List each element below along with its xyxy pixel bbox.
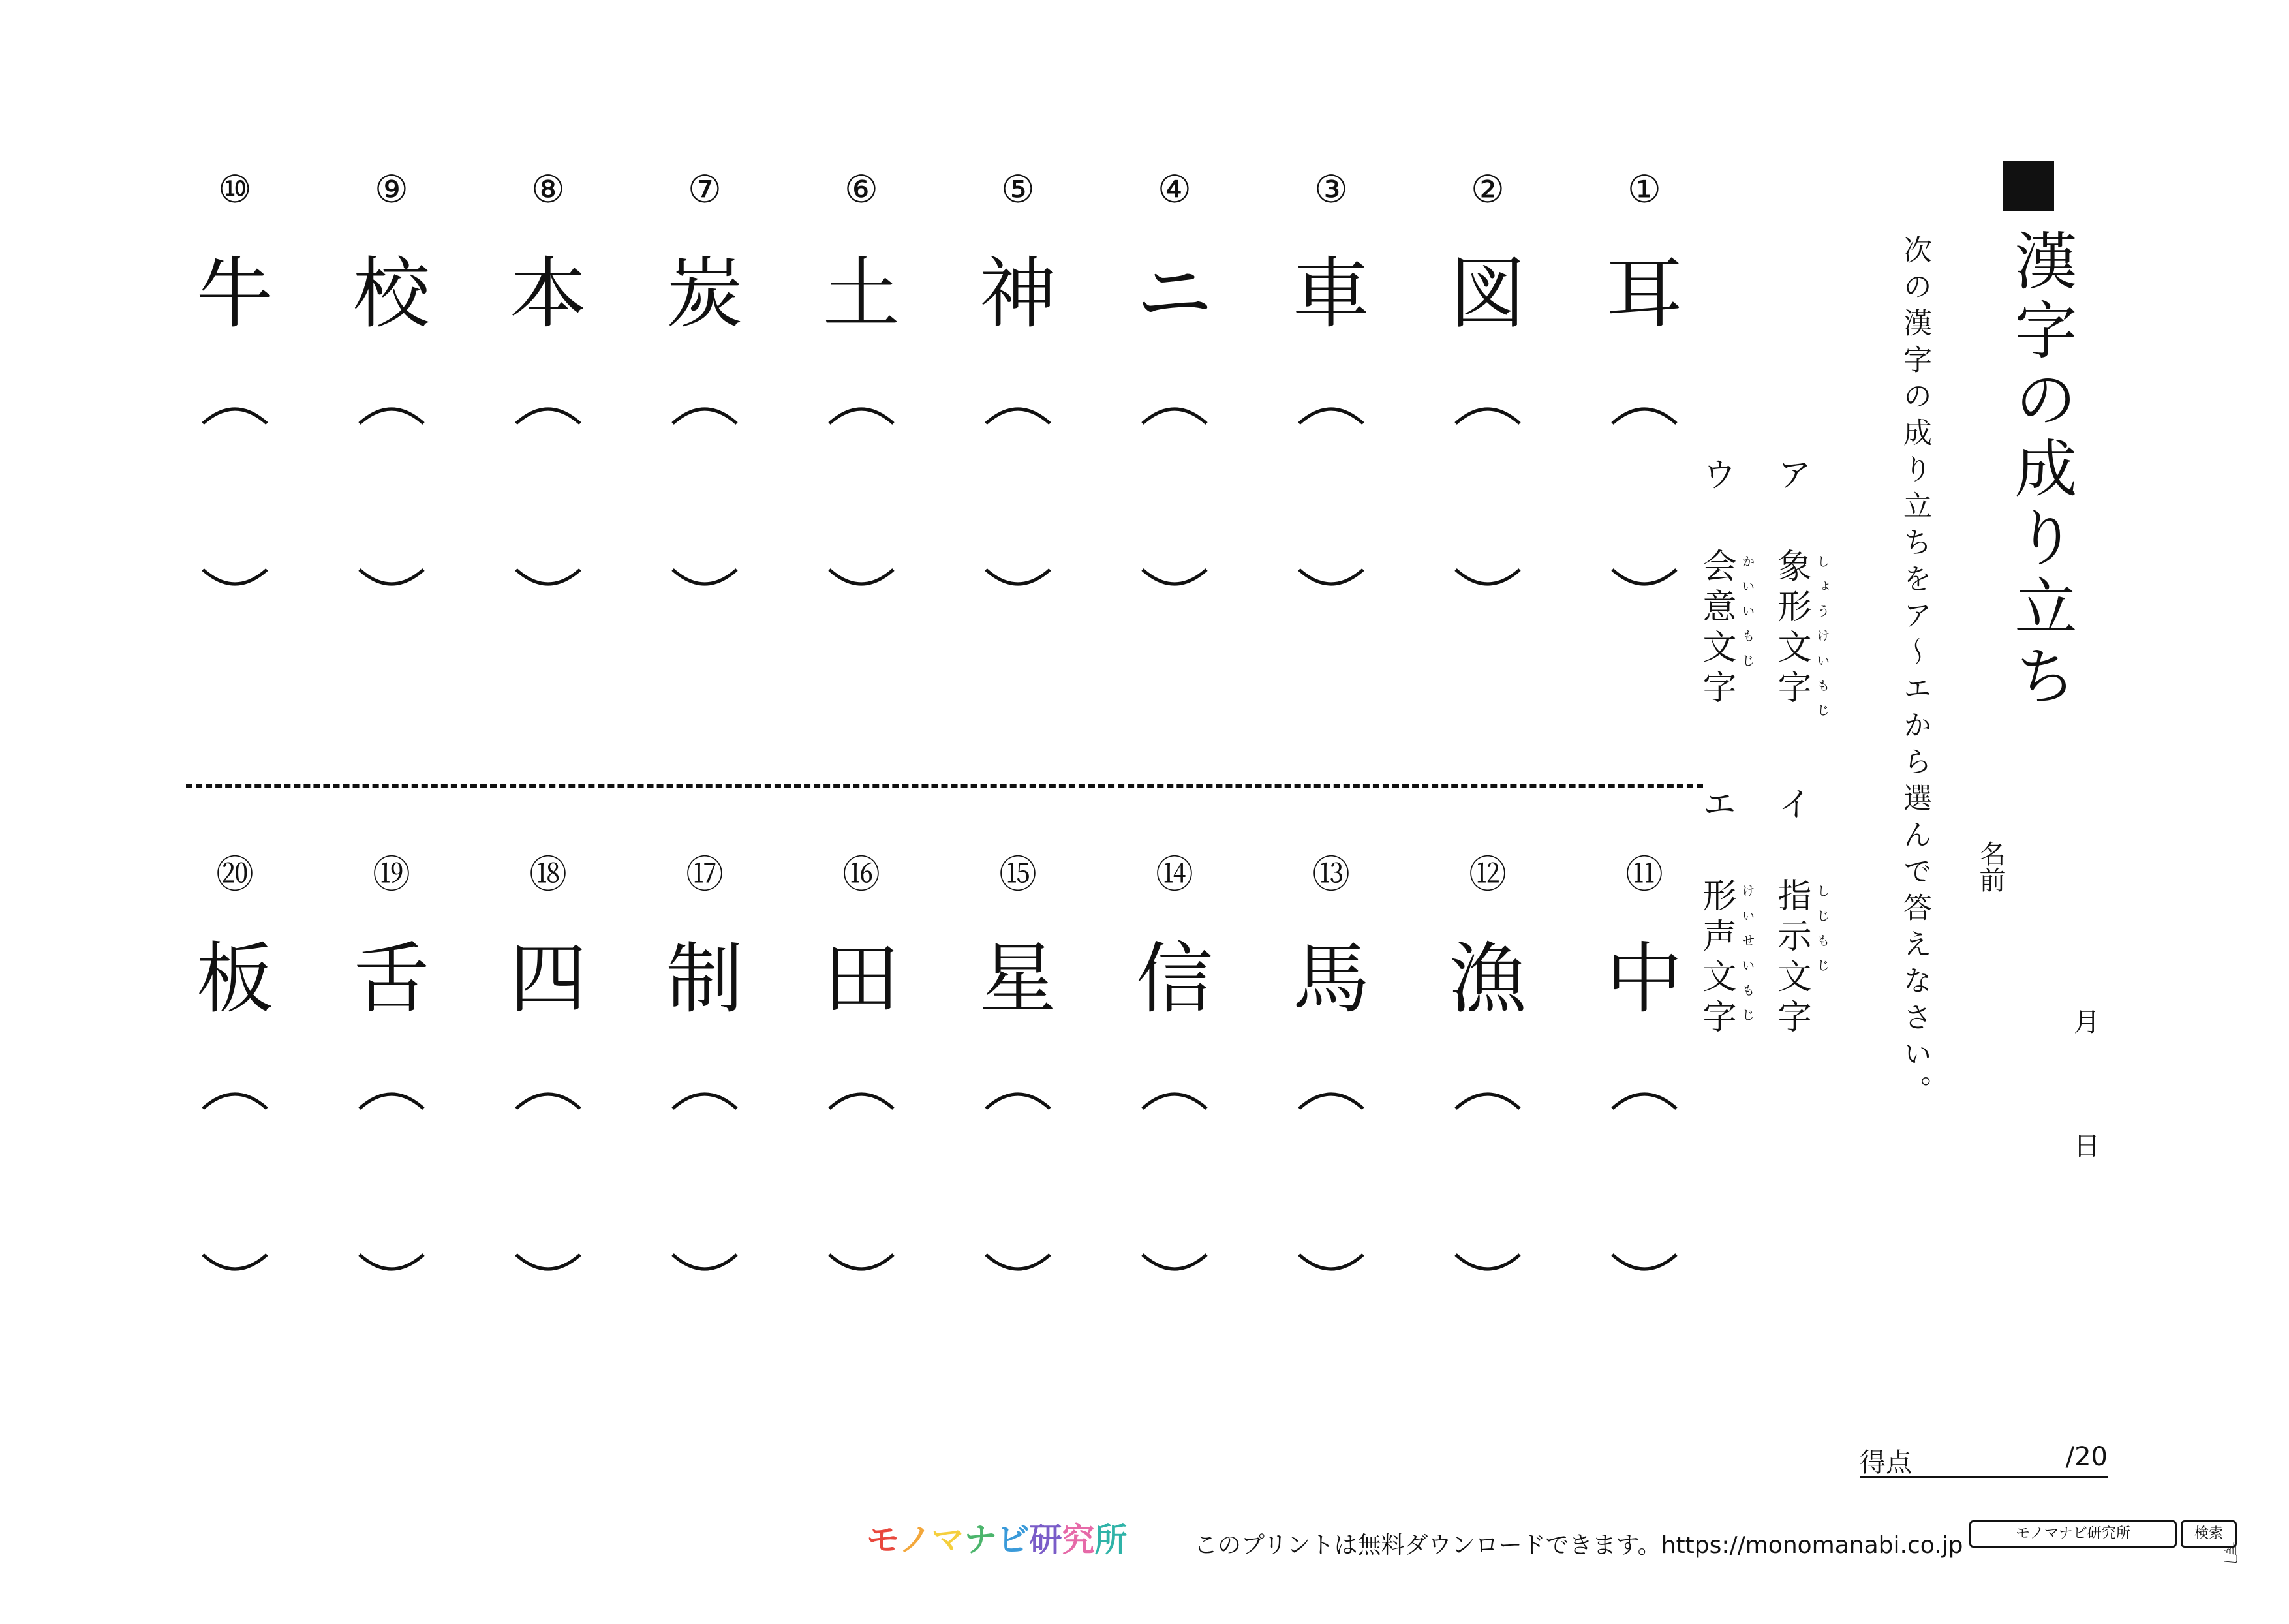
question-kanji: 土 (822, 249, 900, 339)
score-label: 得点 (1860, 1448, 1912, 1478)
question-item (1113, 851, 1237, 1282)
bracket-close-icon (982, 566, 1054, 592)
question-number: ⑱ (529, 852, 567, 896)
answer-field[interactable] (799, 401, 923, 597)
question-kanji: 田 (822, 934, 900, 1024)
bracket-open-icon (669, 1086, 741, 1112)
question-item (1113, 166, 1237, 597)
question-item (643, 851, 767, 1282)
question-kanji: 板 (196, 934, 273, 1024)
question-number: ⑪ (1625, 852, 1663, 896)
answer-field[interactable] (799, 1086, 923, 1282)
logo-letter: 究 (1062, 1521, 1095, 1559)
question-item (956, 851, 1080, 1282)
question-kanji: 神 (979, 249, 1056, 339)
bracket-close-icon (982, 1251, 1054, 1277)
answer-field[interactable] (643, 401, 767, 597)
option-term: 形声文字 (1697, 878, 1736, 1039)
bracket-close-icon (825, 1251, 897, 1277)
bracket-close-icon (1608, 566, 1680, 592)
option-reading: しじもじ (1815, 884, 1830, 983)
question-kanji: 炭 (666, 249, 743, 339)
bracket-open-icon (199, 1086, 271, 1112)
bracket-open-icon (1295, 401, 1367, 427)
section-divider (186, 784, 1703, 788)
bracket-open-icon (669, 401, 741, 427)
question-number: ④ (1158, 167, 1191, 211)
question-kanji: 本 (509, 249, 587, 339)
answer-field[interactable] (1269, 1086, 1393, 1282)
search-button[interactable]: 検索 (2181, 1520, 2237, 1548)
answer-field[interactable] (486, 1086, 610, 1282)
question-item (1269, 166, 1393, 597)
question-item (173, 166, 297, 597)
answer-field[interactable] (330, 1086, 453, 1282)
score-field[interactable] (1860, 1442, 2108, 1478)
footer-text: このプリントは無料ダウンロードできます。https://monomanabi.co.jp (1194, 1532, 1963, 1559)
question-kanji: 耳 (1605, 249, 1683, 339)
question-number: ⑰ (685, 852, 724, 896)
name-label: 名前 (1975, 840, 2005, 893)
bracket-open-icon (982, 1086, 1054, 1112)
answer-field[interactable] (330, 401, 453, 597)
question-item (486, 851, 610, 1282)
question-item (486, 166, 610, 597)
question-number: ⑫ (1468, 852, 1507, 896)
question-kanji: 図 (1449, 249, 1526, 339)
question-kanji: 牛 (196, 249, 273, 339)
question-number: ② (1471, 167, 1505, 211)
bracket-close-icon (356, 566, 427, 592)
bracket-open-icon (1608, 401, 1680, 427)
brand-logo (867, 1514, 1128, 1561)
question-item (330, 166, 453, 597)
bracket-open-icon (1452, 1086, 1524, 1112)
bracket-close-icon (1295, 566, 1367, 592)
bracket-open-icon (512, 401, 584, 427)
score-total: /20 (2065, 1442, 2108, 1472)
bracket-close-icon (199, 566, 271, 592)
answer-field[interactable] (486, 401, 610, 597)
question-item (1582, 166, 1706, 597)
logo-letter: 所 (1094, 1521, 1128, 1559)
answer-field[interactable] (643, 1086, 767, 1282)
question-item (330, 851, 453, 1282)
logo-letter: 研 (1029, 1521, 1062, 1559)
question-kanji: 中 (1605, 934, 1683, 1024)
question-item (799, 851, 923, 1282)
question-number: ⑭ (1155, 852, 1193, 896)
bracket-open-icon (1295, 1086, 1367, 1112)
question-item (1582, 851, 1706, 1282)
question-kanji: 舌 (352, 934, 430, 1024)
question-kanji: 漁 (1449, 934, 1526, 1024)
option-reading: しょうけいもじ (1815, 555, 1830, 728)
bracket-close-icon (1139, 1251, 1210, 1277)
bracket-close-icon (512, 1251, 584, 1277)
logo-letter: モ (867, 1521, 899, 1559)
answer-field[interactable] (173, 401, 297, 597)
month-label: 月 (2074, 1007, 2100, 1037)
option-reading: かいいもじ (1740, 555, 1755, 679)
question-number: ⑤ (1001, 167, 1035, 211)
question-item (799, 166, 923, 597)
question-kanji: 信 (1135, 934, 1213, 1024)
bracket-close-icon (1452, 1251, 1524, 1277)
question-item (643, 166, 767, 597)
question-item (1269, 851, 1393, 1282)
bracket-open-icon (825, 1086, 897, 1112)
option-item (1697, 786, 1755, 1039)
question-number: ⑨ (375, 167, 408, 211)
option-letter: ウ (1697, 457, 1736, 497)
bracket-open-icon (356, 1086, 427, 1112)
bracket-close-icon (1139, 566, 1210, 592)
answer-field[interactable] (1426, 1086, 1550, 1282)
question-kanji: 車 (1292, 249, 1370, 339)
logo-letter: マ (931, 1521, 964, 1559)
question-number: ① (1627, 167, 1661, 211)
bracket-open-icon (1452, 401, 1524, 427)
bracket-close-icon (1608, 1251, 1680, 1277)
bracket-close-icon (356, 1251, 427, 1277)
question-kanji: 校 (352, 249, 430, 339)
instruction-text: 次の漢字の成り立ちをア～エから選んで答えなさい。 (1898, 235, 1931, 1112)
question-number: ⑳ (215, 852, 254, 896)
day-label: 日 (2074, 1131, 2100, 1161)
question-number: ⑮ (998, 852, 1037, 896)
question-number: ⑩ (218, 167, 252, 211)
question-kanji: 四 (509, 934, 587, 1024)
question-kanji: 制 (666, 934, 743, 1024)
option-item (1772, 786, 1830, 1039)
pointer-icon: ☝ (2222, 1537, 2239, 1570)
bracket-open-icon (1139, 401, 1210, 427)
question-item (1426, 166, 1550, 597)
bracket-close-icon (669, 1251, 741, 1277)
option-letter: ア (1772, 457, 1811, 497)
question-item (173, 851, 297, 1282)
bracket-open-icon (1608, 1086, 1680, 1112)
question-number: ⑬ (1312, 852, 1350, 896)
question-number: ⑥ (844, 167, 878, 211)
search-input[interactable]: モノマナビ研究所 (1969, 1520, 2177, 1548)
question-number: ⑦ (688, 167, 722, 211)
logo-letter: ビ (996, 1521, 1030, 1559)
answer-field[interactable] (1113, 1086, 1237, 1282)
bracket-close-icon (669, 566, 741, 592)
question-number: ⑯ (842, 852, 880, 896)
option-letter: イ (1772, 786, 1811, 827)
question-kanji: 星 (979, 934, 1056, 1024)
question-item (956, 166, 1080, 597)
bracket-close-icon (825, 566, 897, 592)
question-number: ⑧ (531, 167, 565, 211)
answer-field[interactable] (173, 1086, 297, 1282)
answer-field[interactable] (1426, 401, 1550, 597)
logo-letter: ノ (899, 1521, 932, 1559)
question-kanji: ニ (1135, 249, 1213, 339)
answer-field[interactable] (1269, 401, 1393, 597)
answer-field[interactable] (956, 401, 1080, 597)
bracket-close-icon (512, 566, 584, 592)
bracket-open-icon (1139, 1086, 1210, 1112)
bracket-open-icon (825, 401, 897, 427)
answer-field[interactable] (1113, 401, 1237, 597)
question-item (1426, 851, 1550, 1282)
bracket-open-icon (199, 401, 271, 427)
bracket-close-icon (1295, 1251, 1367, 1277)
question-kanji: 馬 (1292, 934, 1370, 1024)
option-term: 指示文字 (1772, 878, 1811, 1039)
bracket-open-icon (982, 401, 1054, 427)
bracket-open-icon (356, 401, 427, 427)
logo-letter: ナ (964, 1521, 997, 1559)
question-number: ⑲ (372, 852, 410, 896)
option-term: 会意文字 (1697, 548, 1736, 710)
option-reading: けいせいもじ (1740, 884, 1755, 1033)
title-square-icon (2003, 161, 2054, 211)
answer-field[interactable] (1582, 401, 1706, 597)
page-title: 漢字の成り立ち (2005, 228, 2078, 712)
answer-field[interactable] (1582, 1086, 1706, 1282)
question-number: ③ (1314, 167, 1348, 211)
bracket-close-icon (1452, 566, 1524, 592)
option-term: 象形文字 (1772, 548, 1811, 710)
option-item (1772, 457, 1830, 728)
bracket-close-icon (199, 1251, 271, 1277)
bracket-open-icon (512, 1086, 584, 1112)
answer-field[interactable] (956, 1086, 1080, 1282)
option-letter: エ (1697, 786, 1736, 827)
